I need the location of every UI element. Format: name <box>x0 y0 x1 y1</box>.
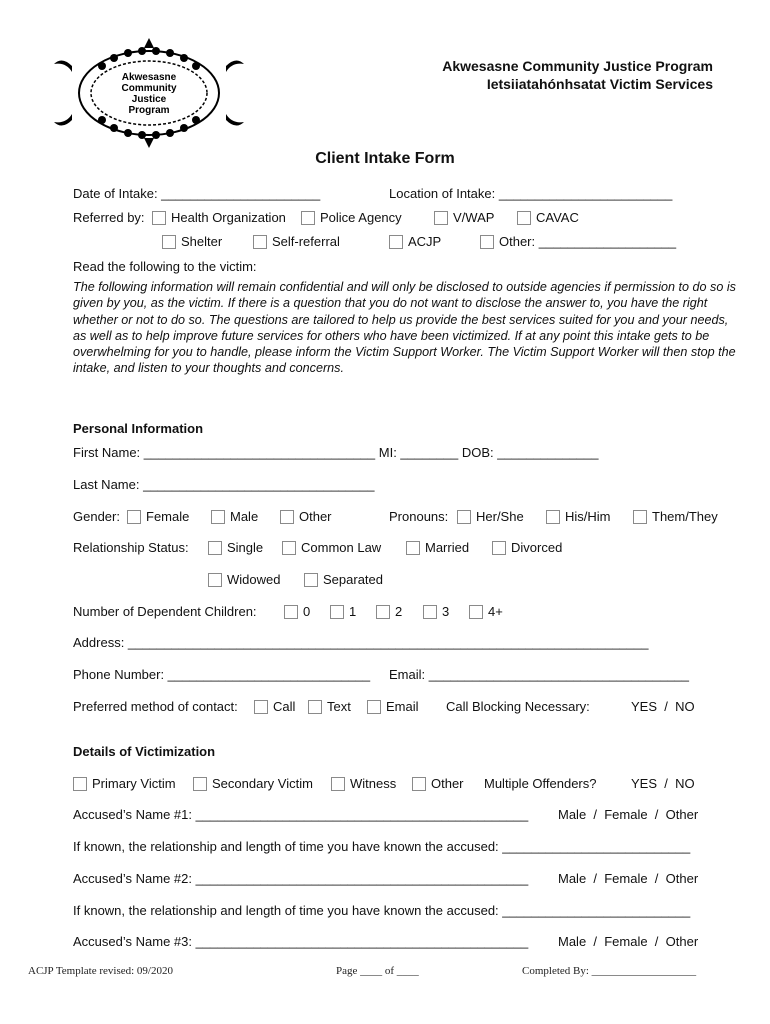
accused-3-gender[interactable]: Male / Female / Other <box>558 934 699 949</box>
checkbox[interactable] <box>127 510 141 524</box>
checkbox[interactable] <box>308 700 322 714</box>
option-label: Other <box>431 776 464 791</box>
last-name-field[interactable]: Last Name: ________________________________ <box>73 477 375 492</box>
contact-email[interactable] <box>367 699 419 714</box>
option-label: Other: ___________________ <box>499 234 677 249</box>
checkbox[interactable] <box>517 211 531 225</box>
date-of-intake-field[interactable]: Date of Intake: ______________________ <box>73 186 321 201</box>
checkbox[interactable] <box>253 235 267 249</box>
logo-text-line: Justice <box>131 94 167 105</box>
checkbox[interactable] <box>367 700 381 714</box>
option-label: Self-referral <box>272 234 340 249</box>
checkbox[interactable] <box>633 510 647 524</box>
logo-text-line: Akwesasne <box>121 72 177 83</box>
option-label: Secondary Victim <box>212 776 313 791</box>
location-of-intake-field[interactable]: Location of Intake: ________________________ <box>389 186 673 201</box>
confidentiality-statement: The following information will remain confidential and will only be disclosed to outside agencies if permission to do so is given by you, as the victim. If there is a question that you do not want to disclose the answer to, you have the right whether or not to do so. The questions are tailored to help us provide the best services suited for you and your needs, as well as to help improve future services for others who have been victimized. If at any point this intake gets to be overwhelming for you to handle, please inform the Victim Support Worker. The Victim Support Worker will then stop the intake, and listen to your thoughts and concerns. <box>73 280 736 376</box>
checkbox[interactable] <box>162 235 176 249</box>
referral-health-organization[interactable] <box>152 210 286 225</box>
accused-2-gender[interactable]: Male / Female / Other <box>558 871 699 886</box>
relationship-single[interactable] <box>208 540 263 555</box>
multiple-offenders-label: Multiple Offenders? <box>484 776 597 791</box>
option-label: Call <box>273 699 296 714</box>
accused-2-relationship-field[interactable]: If known, the relationship and length of time you have known the accused: __________________________ <box>73 903 691 918</box>
option-label: 4+ <box>488 604 503 619</box>
relationship-divorced[interactable] <box>492 540 562 555</box>
gender-label: Gender: <box>73 509 120 524</box>
checkbox[interactable] <box>193 777 207 791</box>
victim-witness[interactable] <box>331 776 396 791</box>
checkbox[interactable] <box>208 541 222 555</box>
read-to-victim-label: Read the following to the victim: <box>73 259 257 274</box>
option-label: 0 <box>303 604 311 619</box>
template-revision: ACJP Template revised: 09/2020 <box>28 965 173 977</box>
checkbox[interactable] <box>412 777 426 791</box>
dependents-2[interactable] <box>376 604 402 619</box>
referral-acjp[interactable] <box>389 234 441 249</box>
relationship-separated[interactable] <box>304 572 383 587</box>
accused-name-3-field[interactable]: Accused’s Name #3: ______________________________________________ <box>73 934 529 949</box>
referral-self-referral[interactable] <box>253 234 340 249</box>
referral-shelter[interactable] <box>162 234 222 249</box>
option-label: Married <box>425 540 470 555</box>
form-title: Client Intake Form <box>315 150 455 167</box>
gender-female[interactable] <box>127 509 189 524</box>
option-label: Email <box>386 699 419 714</box>
option-label: Male <box>230 509 259 524</box>
call-blocking-yes-no[interactable]: YES / NO <box>631 699 695 714</box>
checkbox[interactable] <box>330 605 344 619</box>
option-label: Health Organization <box>171 210 286 225</box>
referral-other[interactable] <box>480 234 676 249</box>
pronoun-them-they[interactable] <box>633 509 718 524</box>
relationship-common-law[interactable] <box>282 540 381 555</box>
option-label: Other <box>299 509 332 524</box>
option-label: Her/She <box>476 509 524 524</box>
completed-by-field[interactable]: Completed By: ___________________ <box>522 965 697 977</box>
logo-text-line: Community <box>121 83 177 94</box>
checkbox[interactable] <box>304 573 318 587</box>
option-label: His/Him <box>565 509 611 524</box>
checkbox[interactable] <box>546 510 560 524</box>
checkbox[interactable] <box>152 211 166 225</box>
checkbox[interactable] <box>211 510 225 524</box>
option-label: Single <box>227 540 264 555</box>
option-label: Separated <box>323 572 383 587</box>
call-blocking-label: Call Blocking Necessary: <box>446 699 590 714</box>
referral-police-agency[interactable] <box>301 210 402 225</box>
acjp-logo <box>52 36 246 150</box>
personal-information-heading: Personal Information <box>73 421 204 436</box>
relationship-married[interactable] <box>406 540 469 555</box>
phone-number-field[interactable]: Phone Number: ____________________________ <box>73 667 371 682</box>
checkbox[interactable] <box>301 211 315 225</box>
first-name-mi-dob-field[interactable]: First Name: ________________________________ MI: ________ DOB: ______________ <box>73 445 599 460</box>
accused-name-2-field[interactable]: Accused’s Name #2: ______________________________________________ <box>73 871 529 886</box>
contact-call[interactable] <box>254 699 295 714</box>
logo-text-line: Program <box>128 105 170 116</box>
option-label: Common Law <box>301 540 382 555</box>
checkbox[interactable] <box>492 541 506 555</box>
option-label: Police Agency <box>320 210 402 225</box>
page-number-field[interactable]: Page ____ of ____ <box>336 965 419 977</box>
dependents-4-plus[interactable] <box>469 604 503 619</box>
victim-other[interactable] <box>412 776 464 791</box>
option-label: 2 <box>395 604 403 619</box>
gender-male[interactable] <box>211 509 258 524</box>
relationship-widowed[interactable] <box>208 572 280 587</box>
accused-name-1-field[interactable]: Accused’s Name #1: ______________________________________________ <box>73 807 529 822</box>
dependents-0[interactable] <box>284 604 310 619</box>
referral-vwap[interactable] <box>434 210 494 225</box>
email-field[interactable]: Email: ____________________________________ <box>389 667 690 682</box>
checkbox[interactable] <box>376 605 390 619</box>
checkbox[interactable] <box>434 211 448 225</box>
option-label: Female <box>146 509 190 524</box>
checkbox[interactable] <box>469 605 483 619</box>
victimization-heading: Details of Victimization <box>73 744 216 759</box>
org-line-2: Ietsiiatahónhsatat Victim Services <box>486 76 713 92</box>
dependent-children-label: Number of Dependent Children: <box>73 604 257 619</box>
option-label: Widowed <box>227 572 281 587</box>
checkbox[interactable] <box>73 777 87 791</box>
option-label: Witness <box>350 776 397 791</box>
checkbox[interactable] <box>406 541 420 555</box>
multiple-offenders-yes-no[interactable]: YES / NO <box>631 776 695 791</box>
gender-other[interactable] <box>280 509 332 524</box>
referral-cavac[interactable] <box>517 210 579 225</box>
checkbox[interactable] <box>284 605 298 619</box>
checkbox[interactable] <box>389 235 403 249</box>
checkbox[interactable] <box>480 235 494 249</box>
referred-by-label: Referred by: <box>73 210 145 225</box>
pronouns-label: Pronouns: <box>389 509 449 524</box>
option-label: CAVAC <box>536 210 579 225</box>
option-label: Primary Victim <box>92 776 176 791</box>
checkbox[interactable] <box>208 573 222 587</box>
dependents-3[interactable] <box>423 604 449 619</box>
checkbox[interactable] <box>331 777 345 791</box>
option-label: V/WAP <box>453 210 495 225</box>
option-label: Them/They <box>652 509 718 524</box>
option-label: Divorced <box>511 540 563 555</box>
accused-1-gender[interactable]: Male / Female / Other <box>558 807 699 822</box>
checkbox[interactable] <box>423 605 437 619</box>
option-label: Text <box>327 699 351 714</box>
option-label: ACJP <box>408 234 442 249</box>
preferred-contact-label: Preferred method of contact: <box>73 699 238 714</box>
org-line-1: Akwesasne Community Justice Program <box>442 58 713 74</box>
victim-primary[interactable] <box>73 776 176 791</box>
checkbox[interactable] <box>282 541 296 555</box>
relationship-status-label: Relationship Status: <box>73 540 189 555</box>
checkbox[interactable] <box>457 510 471 524</box>
option-label: Shelter <box>181 234 223 249</box>
dependents-1[interactable] <box>330 604 356 619</box>
accused-1-relationship-field[interactable]: If known, the relationship and length of time you have known the accused: __________________________ <box>73 839 691 854</box>
checkbox[interactable] <box>254 700 268 714</box>
checkbox[interactable] <box>280 510 294 524</box>
contact-text[interactable] <box>308 699 351 714</box>
victim-secondary[interactable] <box>193 776 313 791</box>
option-label: 3 <box>442 604 450 619</box>
organization-name <box>442 57 713 93</box>
pronoun-her-she[interactable] <box>457 509 524 524</box>
pronoun-his-him[interactable] <box>546 509 611 524</box>
option-label: 1 <box>349 604 357 619</box>
address-field[interactable]: Address: ________________________________________________________________________ <box>73 635 649 650</box>
